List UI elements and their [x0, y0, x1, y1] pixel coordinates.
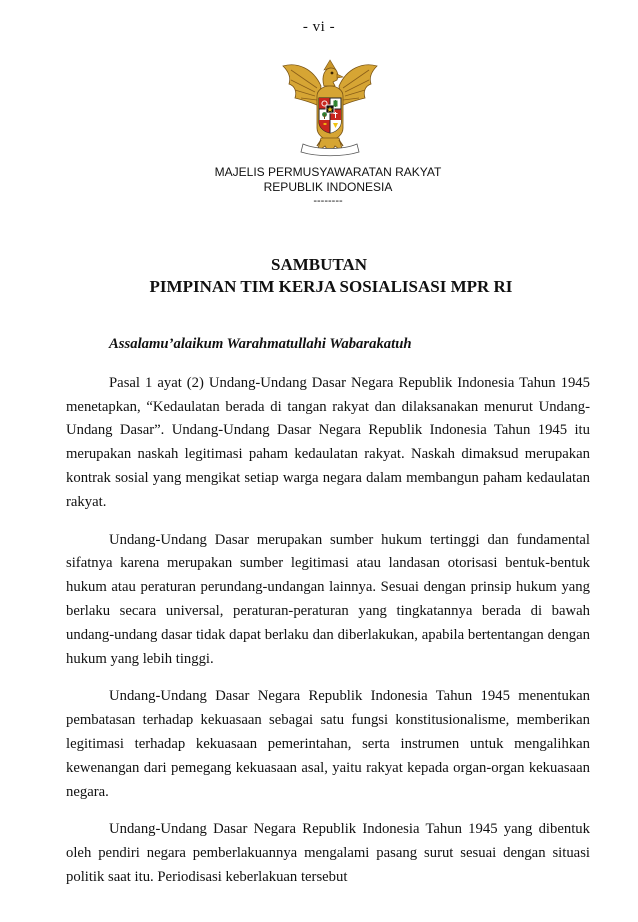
body-paragraph: Undang-Undang Dasar merupakan sumber hukum tertinggi dan fundamental sifatnya karena merupakan sumber legitimasi atau landasan otorisasi bentuk-bentuk hukum atau peraturan perundang-undangan lainnya. Sesuai dengan prinsip hukum yang berlaku secara universal, peraturan-peraturan yang tingkatannya berada di bawah undang-undang dasar tidak dapat berlaku dan diberlakukan, apabila bertentangan dengan hukum yang lebih tinggi.	[66, 531, 590, 667]
body-paragraph: Undang-Undang Dasar Negara Republik Indonesia Tahun 1945 menentukan pembatasan terhadap kekuasaan sebagai satu fungsi konstitusionalisme, memberikan legitimasi terhadap kekuasaan pemerintahan, serta instrumen untuk mengalihkan kewenangan dari pemegang kekuasaan asal, yaitu rakyat kepada organ-organ kekuasaan negara.	[66, 688, 590, 800]
body-paragraph: Undang-Undang Dasar Negara Republik Indonesia Tahun 1945 yang dibentuk oleh pendiri negara pemberlakuannya mengalami pasang surut sesuai dengan situasi politik saat itu. Periodisasi keberlakuan tersebut	[66, 821, 590, 885]
heading-subtitle: PIMPINAN TIM KERJA SOSIALISASI MPR RI	[149, 277, 513, 296]
institution-country: REPUBLIK INDONESIA	[263, 180, 393, 194]
page-number: - vi -	[302, 19, 336, 35]
heading-title: SAMBUTAN	[270, 255, 368, 274]
garuda-pancasila-emblem-icon	[277, 56, 383, 158]
document-body	[66, 333, 590, 904]
document-heading	[0, 254, 638, 298]
body-paragraph: Pasal 1 ayat (2) Undang-Undang Dasar Negara Republik Indonesia Tahun 1945 menetapkan, “Kedaulatan berada di tangan rakyat dan dilaksanakan menurut Undang-Undang Dasar”. Undang-Undang Dasar Negara Republik Indonesia Tahun 1945 itu merupakan naskah legitimasi paham kedaulatan rakyat. Naskah dimaksud merupakan kontrak sosial yang mengikat setiap warga negara dalam membangun paham kedaulatan rakyat.	[66, 374, 590, 510]
greeting: Assalamu’alaikum Warahmatullahi Wabarakatuh	[109, 336, 412, 352]
institution-name: MAJELIS PERMUSYAWARATAN RAKYAT	[214, 165, 442, 179]
institution-header	[0, 165, 638, 207]
header-divider: --------	[313, 195, 343, 207]
